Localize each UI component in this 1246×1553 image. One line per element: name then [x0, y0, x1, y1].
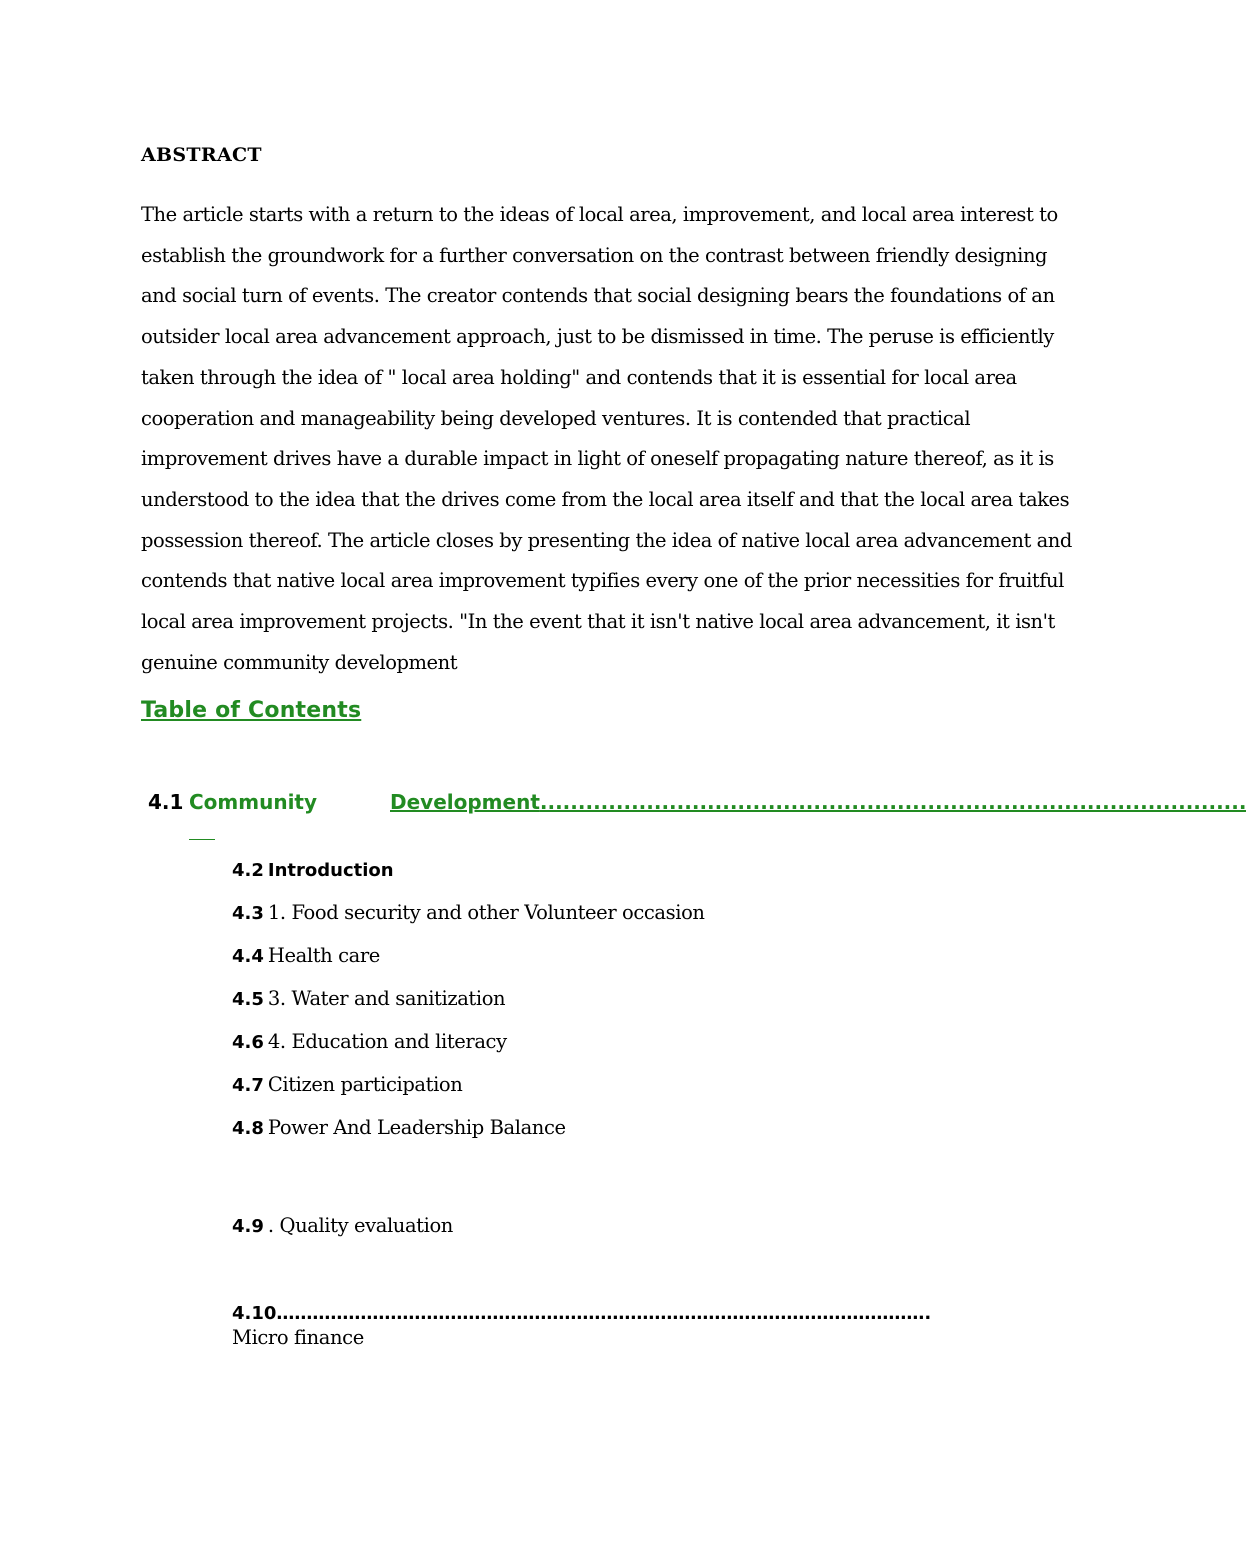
toc-entry-text: Introduction — [267, 860, 394, 881]
toc-link-word: Community — [189, 790, 318, 814]
toc-leader-dots: ............................................................................................. — [539, 790, 1246, 814]
toc-entry-text: Health care — [267, 944, 380, 967]
toc-link-word: Development — [390, 790, 540, 814]
abstract-line: cooperation and manageability being developed ventures. It is contended that practical — [141, 406, 971, 430]
toc-entry-number: 4.10 — [232, 1303, 277, 1324]
toc-entry-4-5[interactable] — [232, 987, 505, 1010]
abstract-line: The article starts with a return to the ideas of local area, improvement, and local area interest to — [141, 203, 1058, 226]
toc-entry-4-10[interactable] — [232, 1303, 1062, 1349]
abstract-line: contends that native local area improvement typifies every one of the prior necessities for fruitful — [141, 569, 1064, 593]
toc-entry-text: . Quality evaluation — [267, 1214, 453, 1237]
link-underline-continuation — [189, 839, 215, 840]
abstract-line: understood to the idea that the drives come from the local area itself and that the local area takes — [141, 487, 1070, 511]
toc-entry-4-2[interactable] — [232, 860, 394, 881]
toc-link-community-development[interactable] — [189, 790, 1246, 814]
toc-entry-4-8[interactable] — [232, 1116, 566, 1139]
abstract-line: possession thereof. The article closes by presenting the idea of native local area advancement and — [141, 528, 1072, 552]
toc-entry-number: 4.5 — [232, 989, 264, 1010]
abstract-line: taken through the idea of " local area holding" and contends that it is essential for local area — [141, 365, 1017, 389]
toc-entry-number: 4.3 — [232, 903, 264, 924]
abstract-line: local area improvement projects. "In the event that it isn't native local area advancement, it isn't — [141, 610, 1055, 634]
toc-entry-number: 4.7 — [232, 1075, 264, 1096]
toc-entry-text: Power And Leadership Balance — [267, 1116, 566, 1139]
toc-entry-text: 4. Education and literacy — [267, 1030, 507, 1053]
toc-entry-text: Micro finance — [232, 1326, 364, 1349]
toc-entry-4-9[interactable] — [232, 1214, 453, 1237]
toc-title[interactable]: Table of Contents — [141, 698, 362, 723]
toc-entry-number: 4.9 — [232, 1216, 264, 1237]
toc-entry-number-with-leader — [232, 1303, 1062, 1324]
toc-entry-number: 4.2 — [232, 860, 264, 881]
abstract-heading: ABSTRACT — [141, 144, 262, 166]
toc-entry-4-6[interactable] — [232, 1030, 507, 1053]
toc-leader-dots: ………………………………………………………………………………………………. — [276, 1303, 932, 1324]
toc-entry-number: 4.8 — [232, 1118, 264, 1139]
abstract-line: genuine community development — [141, 650, 458, 674]
toc-entry-number: 4.1 — [148, 790, 184, 814]
abstract-line: and social turn of events. The creator contends that social designing bears the foundations of an — [141, 284, 1055, 308]
toc-entry-4-4[interactable] — [232, 944, 380, 967]
abstract-body — [141, 195, 1101, 683]
toc-entry-number: 4.4 — [232, 946, 264, 967]
toc-entry-text: 3. Water and sanitization — [267, 987, 506, 1010]
abstract-line: establish the groundwork for a further conversation on the contrast between friendly designing — [141, 243, 1048, 267]
toc-entry-text: Citizen participation — [267, 1073, 463, 1096]
toc-entry-4-3[interactable] — [232, 901, 705, 924]
toc-entry-number: 4.6 — [232, 1032, 264, 1053]
toc-entry-4-7[interactable] — [232, 1073, 462, 1096]
abstract-line: outsider local area advancement approach, just to be dismissed in time. The peruse is efficiently — [141, 325, 1054, 349]
toc-entry-text: 1. Food security and other Volunteer occasion — [267, 901, 705, 924]
abstract-line: improvement drives have a durable impact in light of oneself propagating nature thereof, as it is — [141, 447, 1054, 471]
